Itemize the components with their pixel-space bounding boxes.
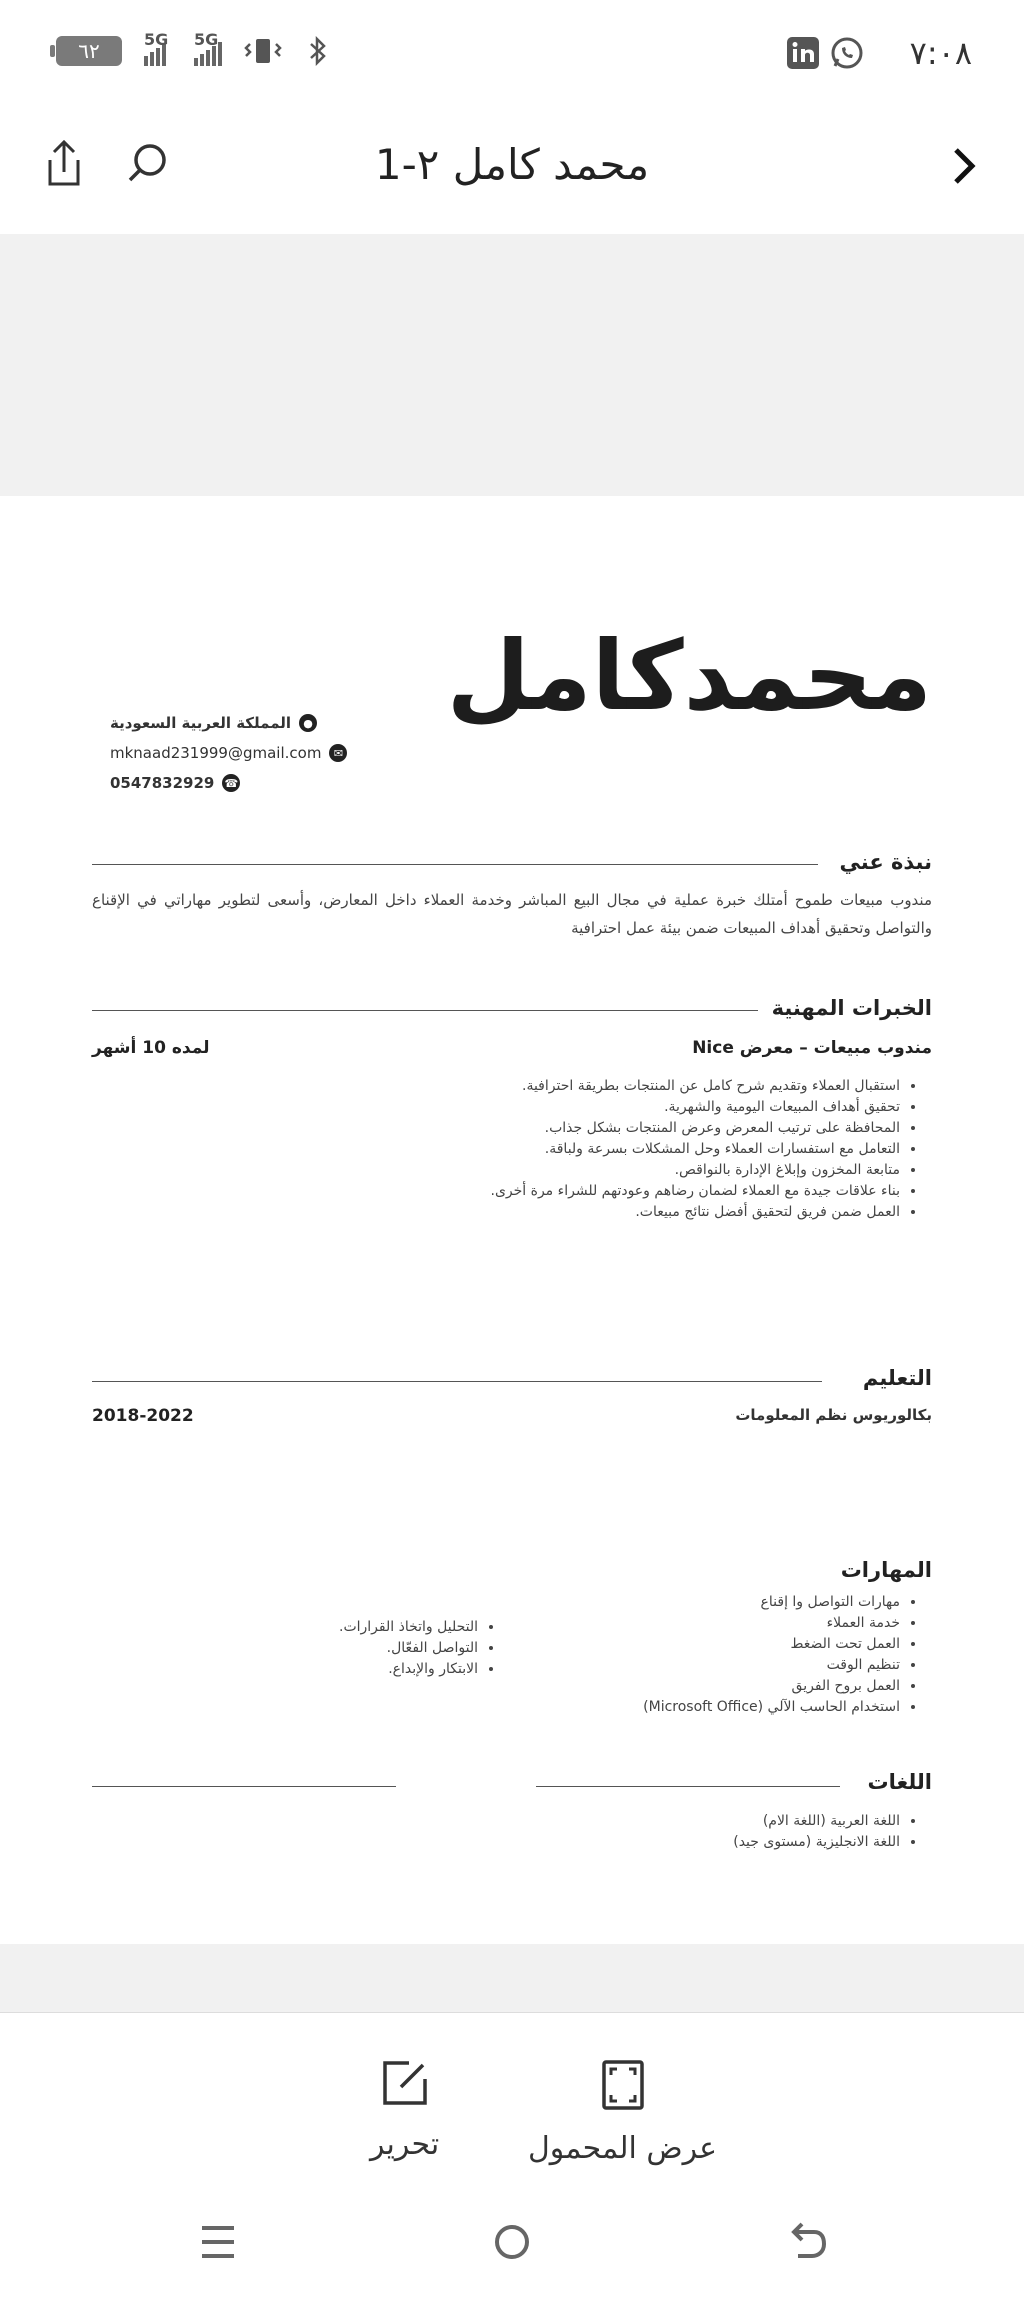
mobile-view-button[interactable] [528,2059,717,2166]
mobile-view-label: عرض المحمول [528,2131,718,2166]
location-icon: ● [299,714,317,732]
about-divider [92,864,818,865]
job-duration: لمده 10 أشهر [92,1038,210,1058]
list-item: • العمل تحت الضغط [643,1634,900,1655]
list-item: • متابعة المخزون وإبلاغ الإدارة بالنواقص. [491,1160,901,1181]
about-text: مندوب مبيعات طموح أمتلك خبرة عملية في مجال البيع المباشر وخدمة العملاء داخل المعارض، وأسعى لتطوير مهاراتي في الإقناع والتواصل وتحقيق أهداف المبيعات ضمن بيئة عمل احترافية [92,891,932,937]
signal-5g-icon-2: 5G [194,36,222,66]
home-icon[interactable] [490,2220,534,2264]
education-years: 2018-2022 [92,1406,194,1426]
whatsapp-icon [830,36,864,70]
languages-list [733,1811,914,1853]
back-icon[interactable] [786,2220,830,2264]
languages-divider-right [536,1786,840,1787]
list-item: • اللغة العربية (اللغة الام) [733,1811,900,1832]
document-margin-bottom [0,1944,1024,2012]
about-title: نبذة عني [839,850,932,874]
resume-document[interactable] [0,496,1024,1944]
list-item: • الابتكار والإبداع. [339,1659,478,1680]
skills-list-left [339,1617,492,1680]
experience-divider [92,1010,758,1011]
clock: ٧:٠٨ [909,34,972,72]
list-item: • اللغة الانجليزية (مستوى جيد) [733,1832,900,1853]
languages-divider-left [92,1786,396,1787]
education-degree: بكالوريوس نظم المعلومات [735,1406,932,1424]
languages-title: اللغات [867,1770,932,1794]
document-margin-top [0,234,1024,496]
contact-email: ✉ mknaad231999@gmail.com [110,744,347,762]
education-divider [92,1381,822,1382]
list-item: • التعامل مع استفسارات العملاء وحل المشكلات بسرعة ولباقة. [491,1139,901,1160]
linkedin-icon [786,36,820,70]
experience-title: الخبرات المهنية [771,996,932,1020]
list-item: • التحليل واتخاذ القرارات. [339,1617,478,1638]
list-item: • مهارات التواصل وا إقناع [643,1592,900,1613]
status-bar [0,0,1024,110]
skills-title: المهارات [840,1558,932,1582]
recent-apps-icon[interactable] [198,2220,238,2264]
list-item: • استقبال العملاء وتقديم شرح كامل عن المنتجات بطريقة احترافية. [491,1076,901,1097]
system-nav-bar [0,2182,1024,2309]
email-icon: ✉ [329,744,347,762]
list-item: • بناء علاقات جيدة مع العملاء لضمان رضاهم وعودتهم للشراء مرة أخرى. [491,1181,901,1202]
vibrate-icon [244,36,284,66]
job-title: مندوب مبيعات – معرض Nice [692,1038,932,1058]
status-left-icons [56,30,330,66]
bottom-action-bar [0,2012,1024,2182]
bluetooth-icon [306,36,330,66]
list-item: • تنظيم الوقت [643,1655,900,1676]
list-item: • استخدام الحاسب الآلي (Microsoft Office) [643,1697,900,1718]
list-item: • تحقيق أهداف المبيعات اليومية والشهرية. [491,1097,901,1118]
fullscreen-icon [601,2059,645,2111]
contact-phone: ☎ 0547832929 [110,774,240,792]
list-item: • التواصل الفعّال. [339,1638,478,1659]
list-item: • خدمة العملاء [643,1613,900,1634]
edit-button[interactable] [370,2059,439,2162]
phone-icon: ☎ [222,774,240,792]
resume-name: محمدكامل [446,620,932,732]
edit-label: تحرير [370,2127,440,2162]
experience-list [491,1076,915,1223]
status-right-icons [786,36,864,70]
app-bar [0,110,1024,234]
page-title: محمد كامل ٢-1 [374,140,650,189]
list-item: • المحافظة على ترتيب المعرض وعرض المنتجات بشكل جذاب. [491,1118,901,1139]
list-item: • العمل بروح الفريق [643,1676,900,1697]
signal-5g-icon: 5G [144,36,166,66]
education-title: التعليم [862,1366,932,1390]
skills-list-right [643,1592,914,1718]
battery-icon [56,36,122,66]
chevron-right-icon[interactable] [944,142,984,190]
contact-location: ● المملكة العربية السعودية [110,714,317,732]
battery-level: ٦٢ [78,39,100,63]
edit-icon [381,2059,429,2107]
list-item: • العمل ضمن فريق لتحقيق أفضل نتائج مبيعات. [491,1202,901,1223]
